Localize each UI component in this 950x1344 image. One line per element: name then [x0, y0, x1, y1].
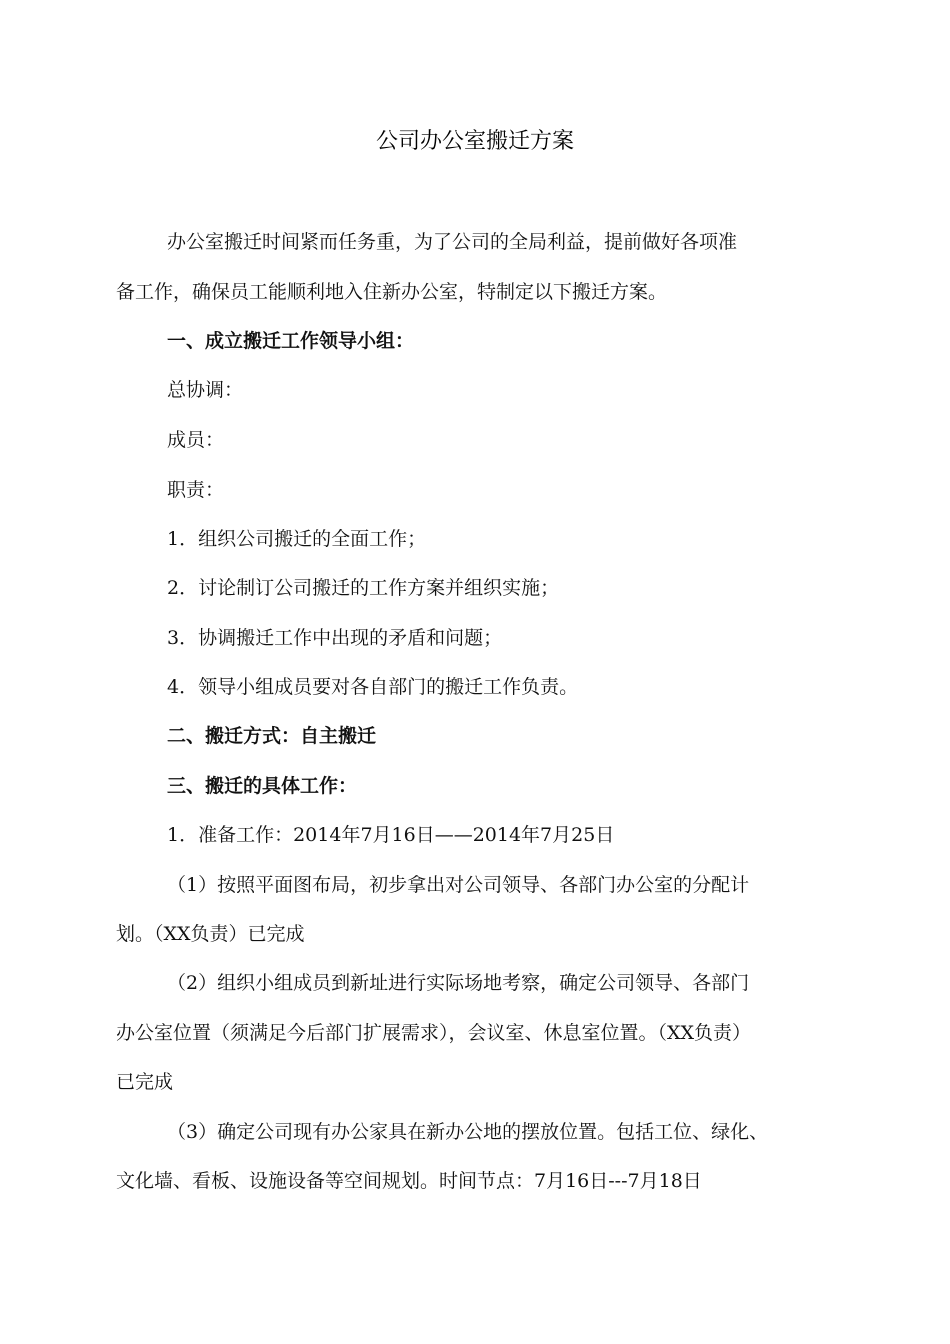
duties-label: 职责： — [167, 479, 225, 501]
task-1-line-2: 划。（XX负责）已完成 — [116, 923, 305, 945]
duty-item-2: 2．讨论制订公司搬迁的工作方案并组织实施； — [167, 577, 560, 599]
intro-line-2: 备工作，确保员工能顺利地入住新办公室，特制定以下搬迁方案。 — [116, 281, 668, 303]
intro-line-1: 办公室搬迁时间紧而任务重，为了公司的全局利益，提前做好各项准 — [167, 231, 738, 253]
task-2-line-1: （2）组织小组成员到新址进行实际场地考察，确定公司领导、各部门 — [167, 972, 750, 994]
task-2-line-2: 办公室位置（须满足今后部门扩展需求），会议室、休息室位置。（XX负责） — [116, 1022, 752, 1044]
task-1-line-1: （1）按照平面图布局，初步拿出对公司领导、各部门办公室的分配计 — [167, 874, 750, 896]
duty-item-4: 4．领导小组成员要对各自部门的搬迁工作负责。 — [167, 676, 579, 698]
task-3-line-1: （3）确定公司现有办公家具在新办公地的摆放位置。包括工位、绿化、 — [167, 1121, 769, 1143]
duty-item-3: 3．协调搬迁工作中出现的矛盾和问题； — [167, 627, 503, 649]
duty-item-1: 1．组织公司搬迁的全面工作； — [167, 528, 427, 550]
section-1-heading: 一、成立搬迁工作领导小组： — [167, 330, 415, 352]
step-1-preparation: 1．准备工作：2014年7月16日——2014年7月25日 — [167, 824, 615, 846]
task-2-line-3: 已完成 — [116, 1071, 174, 1093]
section-3-heading: 三、搬迁的具体工作： — [167, 775, 358, 797]
document-title: 公司办公室搬迁方案 — [375, 129, 574, 154]
task-3-line-2: 文化墙、看板、设施设备等空间规划。时间节点：7月16日---7月18日 — [116, 1170, 702, 1192]
members-label: 成员： — [167, 429, 225, 451]
coordinator-label: 总协调： — [167, 379, 244, 401]
section-2-heading: 二、搬迁方式：自主搬迁 — [167, 725, 377, 747]
